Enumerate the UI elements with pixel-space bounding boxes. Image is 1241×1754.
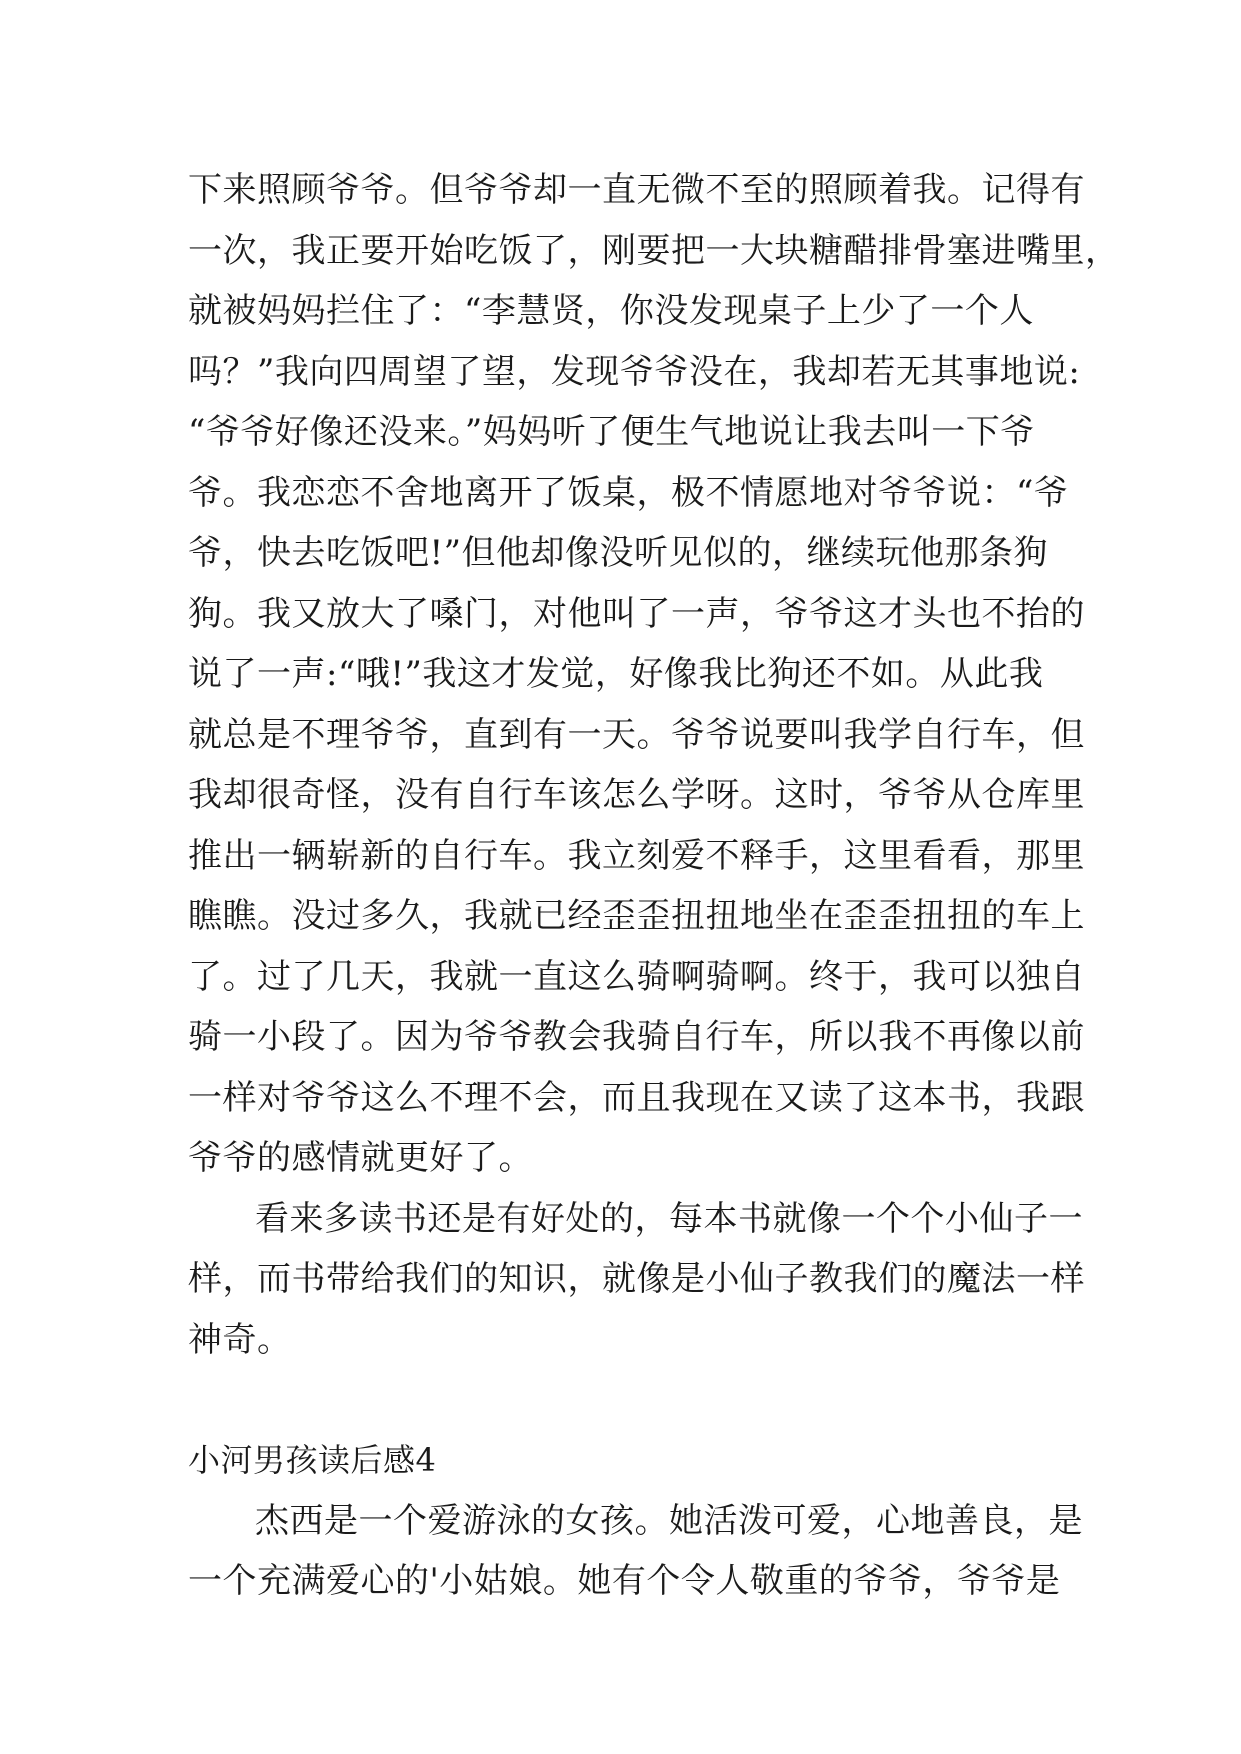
- text-line: 吗？”我向四周望了望，发现爷爷没在，我却若无其事地说:: [188, 351, 1081, 392]
- text-line: 就被妈妈拦住了：“李慧贤，你没发现桌子上少了一个人: [188, 291, 1034, 331]
- text-line: 狗。我又放大了嗓门，对他叫了一声，爷爷这才头也不抬的: [188, 593, 1085, 634]
- text-line: 骑一小段了。因为爷爷教会我骑自行车，所以我不再像以前: [188, 1017, 1085, 1057]
- paragraph-1: [188, 160, 1120, 1189]
- section-title: 小河男孩读后感4: [188, 1441, 437, 1479]
- document-page: [188, 160, 1120, 1612]
- section-spacer: [188, 1370, 1053, 1430]
- text-line: 爷。我恋恋不舍地离开了饭桌，极不情愿地对爷爷说：“爷: [188, 472, 1069, 513]
- paragraph-3: [188, 1491, 1083, 1612]
- text-line: 下来照顾爷爷。但爷爷却一直无微不至的照顾着我。记得有: [188, 170, 1085, 210]
- text-line: 一次，我正要开始吃饭了，刚要把一大块糖醋排骨塞进嘴里，: [188, 230, 1120, 271]
- text-line: 爷爷的感情就更好了。: [188, 1138, 533, 1178]
- text-line: 一个充满爱心的'小姑娘。她有个令人敬重的爷爷，爷爷是: [188, 1561, 1061, 1601]
- text-line: 爷，快去吃饭吧!”但他却像没听见似的，继续玩他那条狗: [188, 533, 1049, 573]
- text-line: 神奇。: [188, 1319, 292, 1360]
- text-line: 推出一辆崭新的自行车。我立刻爱不释手，这里看看，那里: [188, 835, 1085, 876]
- text-line: 样，而书带给我们的知识，就像是小仙子教我们的魔法一样: [188, 1259, 1085, 1299]
- text-line: 看来多读书还是有好处的，每本书就像一个个小仙子一: [255, 1198, 1083, 1239]
- text-line: “爷爷好像还没来。”妈妈听了便生气地说让我去叫一下爷: [188, 412, 1035, 452]
- text-line: 说了一声:“哦!”我这才发觉，好像我比狗还不如。从此我: [188, 654, 1044, 694]
- text-line: 我却很奇怪，没有自行车该怎么学呀。这时，爷爷从仓库里: [188, 775, 1085, 815]
- text-line: 就总是不理爷爷，直到有一天。爷爷说要叫我学自行车，但: [188, 714, 1085, 755]
- text-line: 杰西是一个爱游泳的女孩。她活泼可爱，心地善良，是: [255, 1500, 1083, 1541]
- text-line: 一样对爷爷这么不理不会，而且我现在又读了这本书，我跟: [188, 1077, 1085, 1118]
- paragraph-2: [188, 1189, 1085, 1371]
- text-line: 瞧瞧。没过多久，我就已经歪歪扭扭地坐在歪歪扭扭的车上: [188, 896, 1085, 936]
- text-line: 了。过了几天，我就一直这么骑啊骑啊。终于，我可以独自: [188, 956, 1085, 997]
